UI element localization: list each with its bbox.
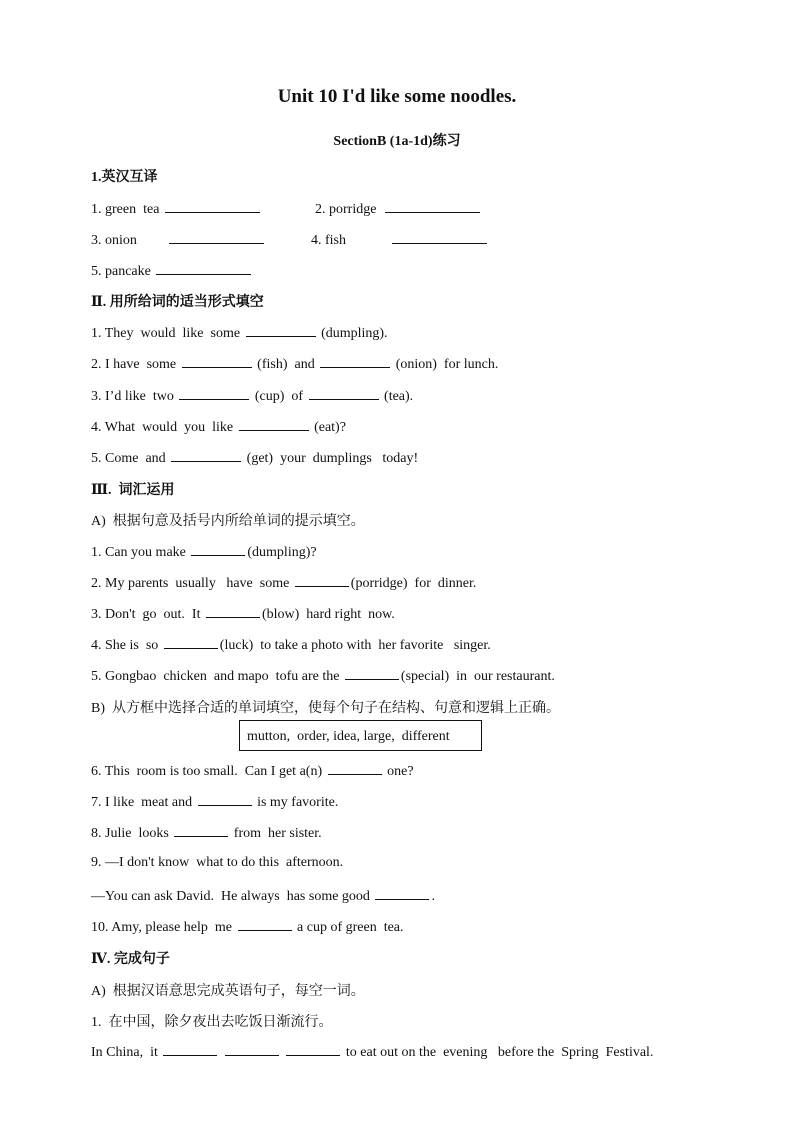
answer-blank[interactable]	[171, 448, 241, 462]
answer-blank[interactable]	[385, 199, 480, 213]
answer-blank[interactable]	[225, 1042, 279, 1056]
list-item: 7. I like meat and is my favorite.	[91, 792, 338, 811]
answer-blank[interactable]	[164, 635, 218, 649]
list-item: 10. Amy, please help me a cup of green tea.	[91, 917, 404, 936]
answer-blank[interactable]	[169, 230, 264, 244]
section1-heading: 1.英汉互译	[91, 170, 158, 185]
list-item: 1. They would like some (dumpling).	[91, 323, 388, 342]
list-item: —You can ask David. He always has some good .	[91, 886, 435, 905]
answer-blank[interactable]	[206, 604, 260, 618]
list-item: 8. Julie looks from her sister.	[91, 823, 322, 842]
section4-part-a: A) 根据汉语意思完成英语句子，每空一词。	[91, 984, 365, 999]
answer-blank[interactable]	[392, 230, 487, 244]
answer-blank[interactable]	[191, 542, 245, 556]
answer-blank[interactable]	[345, 666, 399, 680]
list-item: 5. Come and (get) your dumplings today!	[91, 448, 418, 467]
answer-blank[interactable]	[156, 261, 251, 275]
answer-blank[interactable]	[174, 823, 228, 837]
list-item: 3. onion	[91, 230, 266, 249]
list-item: 4. What would you like (eat)?	[91, 417, 346, 436]
answer-blank[interactable]	[182, 354, 252, 368]
list-item: 4. She is so (luck) to take a photo with her favorite singer.	[91, 635, 491, 654]
list-item: 2. I have some (fish) and (onion) for lunch.	[91, 354, 498, 373]
list-item: 3. I’d like two (cup) of (tea).	[91, 386, 413, 405]
list-item: 2. porridge	[315, 199, 482, 218]
list-item: 6. This room is too small. Can I get a(n) one?	[91, 761, 414, 780]
page-subtitle: SectionB (1a-1d)练习	[333, 134, 461, 149]
answer-blank[interactable]	[239, 417, 309, 431]
answer-blank[interactable]	[179, 386, 249, 400]
answer-blank[interactable]	[163, 1042, 217, 1056]
section3-part-a: A) 根据句意及括号内所给单词的提示填空。	[91, 514, 365, 529]
answer-blank[interactable]	[246, 323, 316, 337]
answer-blank[interactable]	[286, 1042, 340, 1056]
section3-heading: Ⅲ. 词汇运用	[91, 483, 175, 498]
section2-heading: Ⅱ. 用所给词的适当形式填空	[91, 295, 264, 310]
answer-blank[interactable]	[328, 761, 382, 775]
list-item: 1. 在中国，除夕夜出去吃饭日渐流行。	[91, 1015, 333, 1030]
list-item: 5. pancake	[91, 261, 253, 280]
answer-blank[interactable]	[238, 917, 292, 931]
section4-heading: Ⅳ. 完成句子	[91, 952, 170, 967]
list-item: 2. My parents usually have some (porridge) for dinner.	[91, 573, 476, 592]
answer-blank[interactable]	[295, 573, 349, 587]
page-title: Unit 10 I'd like some noodles.	[277, 86, 517, 107]
list-item: 9. —I don't know what to do this afternoon.	[91, 855, 344, 870]
answer-blank[interactable]	[198, 792, 252, 806]
answer-blank[interactable]	[309, 386, 379, 400]
answer-blank[interactable]	[375, 886, 429, 900]
list-item: 1. green tea	[91, 199, 262, 218]
list-item: 4. fish	[311, 230, 489, 249]
list-item: 3. Don't go out. It (blow) hard right now.	[91, 604, 395, 623]
word-box: mutton, order, idea, large, different	[239, 720, 482, 751]
list-item: 5. Gongbao chicken and mapo tofu are the (special) in our restaurant.	[91, 666, 555, 685]
list-item: In China, it to eat out on the evening before the Spring Festival.	[91, 1042, 653, 1061]
list-item: 1. Can you make (dumpling)?	[91, 542, 317, 561]
section3-part-b: B) 从方框中选择合适的单词填空，使每个句子在结构、句意和逻辑上正确。	[91, 701, 560, 716]
answer-blank[interactable]	[165, 199, 260, 213]
answer-blank[interactable]	[320, 354, 390, 368]
